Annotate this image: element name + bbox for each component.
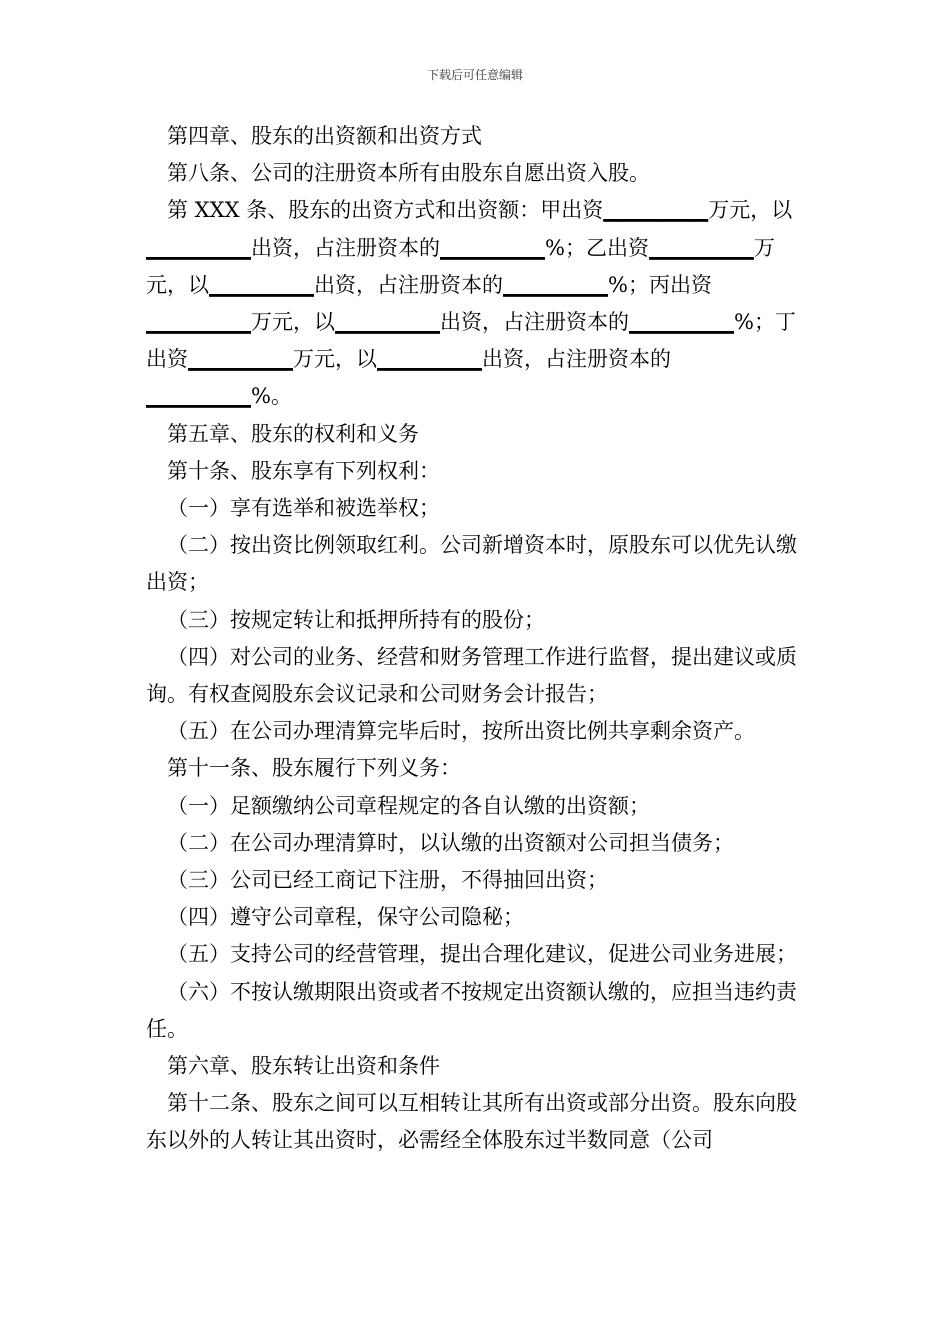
article-capital-contribution: [146, 192, 806, 415]
contribution-text: 万元，以: [708, 198, 793, 223]
right-item-3: （三）按规定转让和抵押所持有的股份；: [167, 607, 545, 632]
duty-item-1: （一）足额缴纳公司章程规定的各自认缴的出资额；: [167, 793, 650, 818]
blank-field: __________: [335, 310, 440, 335]
contribution-text: 出资，占注册资本的: [482, 347, 671, 372]
right-item-4: （四）对公司的业务、经营和财务管理工作进行监督，提出建议或质询。有权查阅股东会议记录和公司财务会计报告；: [146, 644, 797, 707]
blank-field: __________: [188, 347, 293, 372]
duty-item-5: （五）支持公司的经营管理，提出合理化建议，促进公司业务进展；: [167, 942, 797, 967]
contribution-text: 出资，占注册资本的: [314, 272, 503, 297]
contribution-text: %；丁出资: [146, 310, 796, 372]
duty-item-4: （四）遵守公司章程，保守公司隐秘；: [167, 905, 524, 930]
blank-field: __________: [209, 272, 314, 297]
right-item-5: （五）在公司办理清算完毕后时，按所出资比例共享剩余资产。: [167, 719, 755, 744]
contribution-text: %；乙出资: [545, 235, 649, 260]
contribution-text: 万元，以: [146, 235, 775, 297]
blank-field: __________: [648, 235, 754, 260]
document-body: [146, 118, 806, 1160]
page-header: 下载后可任意编辑: [426, 68, 523, 82]
blank-field: __________: [146, 384, 251, 409]
contribution-text: 万元，以: [293, 347, 377, 372]
chapter-5-heading: 第五章、股东的权利和义务: [167, 421, 419, 446]
blank-field: __________: [440, 235, 545, 260]
contribution-text: %。: [251, 384, 292, 409]
blank-field: __________: [146, 235, 251, 260]
contribution-text: 出资，占注册资本的: [251, 235, 440, 260]
article-12: 第十二条、股东之间可以互相转让其所有出资或部分出资。股东向股东以外的人转让其出资时，必需经全体股东过半数同意（公司: [146, 1091, 797, 1153]
contribution-text: 第 XXX 条、股东的出资方式和出资额：甲出资: [167, 198, 604, 223]
contribution-text: 出资，占注册资本的: [440, 310, 629, 335]
article-8: 第八条、公司的注册资本所有由股东自愿出资入股。: [167, 161, 650, 186]
blank-field: __________: [377, 347, 482, 372]
right-item-2: （二）按出资比例领取红利。公司新增资本时，原股东可以优先认缴出资；: [146, 533, 797, 595]
chapter-4-heading: 第四章、股东的出资额和出资方式: [167, 124, 482, 148]
blank-field: __________: [146, 310, 251, 335]
contribution-text: 万元，以: [251, 310, 335, 335]
duty-item-2: （二）在公司办理清算时，以认缴的出资额对公司担当债务；: [167, 830, 734, 855]
blank-field: __________: [603, 198, 709, 223]
blank-field: __________: [503, 272, 608, 297]
duty-item-3: （三）公司已经工商记下注册，不得抽回出资；: [167, 868, 608, 893]
chapter-6-heading: 第六章、股东转让出资和条件: [167, 1054, 440, 1079]
blank-field: __________: [629, 310, 734, 335]
right-item-1: （一）享有选举和被选举权；: [167, 496, 440, 521]
article-10: 第十条、股东享有下列权利：: [167, 458, 440, 483]
article-11: 第十一条、股东履行下列义务：: [167, 756, 461, 781]
contribution-text: %；丙出资: [608, 272, 712, 297]
duty-item-6: （六）不按认缴期限出资或者不按规定出资额认缴的，应担当违约责任。: [146, 979, 797, 1041]
